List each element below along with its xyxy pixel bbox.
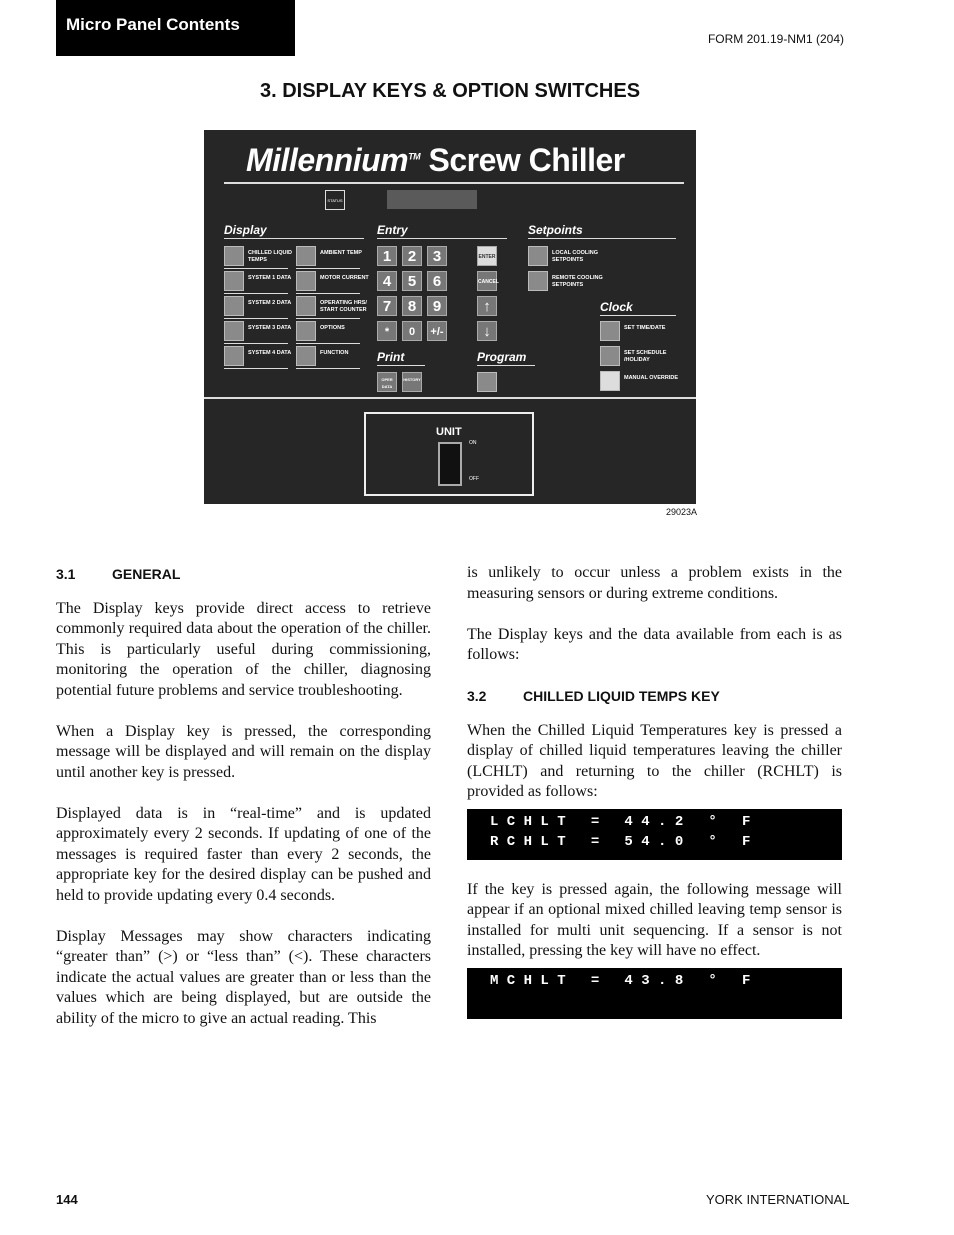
numpad-key: 3 (427, 246, 447, 266)
paragraph: Display Messages may show characters indicating “greater than” (>) or “less than” (<). These characters indicate the actual values are greater than or less than the values which are being displayed, but are outside the ability of the micro to give an actual reading. This (56, 927, 431, 1027)
numpad-key: 6 (427, 271, 447, 291)
section-program: Program (477, 350, 527, 364)
footer-company: YORK INTERNATIONAL (706, 1192, 850, 1207)
paragraph: When a Display key is pressed, the corresponding message will be displayed and will remain on the display until another key is pressed. (56, 722, 431, 781)
clock-key (600, 346, 620, 366)
status-key: STATUS (325, 190, 345, 210)
control-panel-photo (204, 130, 696, 504)
setpoint-key-label: LOCAL COOLING SETPOINTS (552, 250, 599, 263)
display-key (296, 346, 316, 366)
paragraph: is unlikely to occur unless a problem exists in the measuring sensors or during extreme conditions. (467, 564, 842, 602)
numpad-key: 2 (402, 246, 422, 266)
lcd-display-1: L C H L T = 4 4 . 2 ° F R C H L T = 5 4 . 0 ° F (467, 809, 842, 860)
page-number: 144 (56, 1192, 78, 1207)
divider (224, 182, 684, 184)
lcd-display-2: M C H L T = 4 3 . 8 ° F (467, 968, 842, 1019)
display-key (224, 321, 244, 341)
section-setpoints: Setpoints (528, 223, 583, 237)
clock-key (600, 371, 620, 391)
left-column: 3.1 GENERAL The Display keys provide direct access to retrieve commonly required data about the operation of the chiller. This is particularly useful during commissioning, monitoring the operation of the chiller, diagnosing potential future problems and service troubleshooting. When a Display key is pressed, the corresponding message will be displayed and will remain on the display until another key is pressed. Displayed data is in “real-time” and is updated approximately every 2 seconds. If updating of one of the messages is required faster than every 2 seconds, the appropriate key for the desired display can be pushed and held to provide updating every 0.4 seconds. Display Messages may show characters indicating “greater than” (>) or “less than” (<). These characters indicate the actual values are greater than or less than the values which are being displayed, but are outside the ability of the micro to give an actual reading. This (56, 564, 431, 1050)
clock-key (600, 321, 620, 341)
display-key (296, 271, 316, 291)
numpad-key: 0 (402, 321, 422, 341)
display-key (224, 271, 244, 291)
up-arrow-key: ↑ (477, 296, 497, 316)
display-key-label: FUNCTION (320, 350, 349, 356)
display-key-label: MOTOR CURRENT (320, 275, 369, 281)
setpoint-key (528, 271, 548, 291)
section-display: Display (224, 223, 267, 237)
section-entry: Entry (377, 223, 408, 237)
numpad-key: 8 (402, 296, 422, 316)
numpad-key: 1 (377, 246, 397, 266)
right-column: is unlikely to occur unless a problem exists in the measuring sensors or during extreme conditions. The Display keys and the data available from each is as follows: 3.2 CHILLED LIQUID TEMPS KEY When the Chilled Liquid Temperatures key is pressed a display of chilled liquid temperatures leaving the chiller (LCHLT) and returning to the chiller (RCHLT) is provided as follows: L C H L T = 4 4 . 2 ° F R C H L T = 5 4 . 0 ° F If the key is pressed again, the following message will appear if an optional mixed chilled leaving temp sensor is installed for multi unit sequencing. If a sensor is not installed, pressing the key will have no effect. M C H L T = 4 3 . 8 ° F (467, 563, 842, 1039)
clock-key-label: SET TIME/DATE (624, 325, 666, 331)
paragraph: The Display keys provide direct access to retrieve commonly required data about the operation of the chiller. This is particularly useful during commissioning, monitoring the operation of the chiller, diagnosing potential future problems and service troubleshooting. (56, 599, 431, 699)
display-key-label: SYSTEM 3 DATA (248, 325, 292, 331)
numpad-key: 7 (377, 296, 397, 316)
clock-key-label: SET SCHEDULE /HOLIDAY (624, 350, 667, 363)
page-title: 3. DISPLAY KEYS & OPTION SWITCHES (259, 80, 641, 102)
form-number: FORM 201.19-NM1 (204) (707, 32, 844, 46)
display-key (224, 346, 244, 366)
unit-switch (438, 442, 462, 486)
paragraph: When the Chilled Liquid Temperatures key is pressed a display of chilled liquid temperatures leaving the chiller (LCHLT) and returning to the chiller (RCHLT) is provided as follows: (467, 721, 842, 800)
paragraph: The Display keys and the data available from each is as follows: (467, 625, 842, 663)
down-arrow-key: ↓ (477, 321, 497, 341)
numpad-key: 9 (427, 296, 447, 316)
print-key: HISTORY (402, 372, 422, 392)
display-key-label: SYSTEM 4 DATA (248, 350, 292, 356)
display-key-label: OPTIONS (320, 325, 345, 331)
numpad-key: 4 (377, 271, 397, 291)
display-key (296, 246, 316, 266)
display-window (387, 190, 477, 209)
display-key (296, 321, 316, 341)
section-tab: Micro Panel Contents (56, 0, 295, 56)
display-key-label: OPERATING HRS/ START COUNTER (320, 300, 367, 313)
display-key-label: SYSTEM 2 DATA (248, 300, 292, 306)
cancel-key: CANCEL (477, 271, 497, 291)
display-key-label: AMBIENT TEMP (320, 250, 362, 256)
section-print: Print (377, 350, 405, 364)
numpad-key: +/- (427, 321, 447, 341)
figure-id: 29023A (666, 507, 698, 517)
paragraph: If the key is pressed again, the following message will appear if an optional mixed chilled leaving temp sensor is installed for multi unit sequencing. If a sensor is not installed, pressing the key will have no effect. (467, 880, 842, 959)
enter-key: ENTER (477, 246, 497, 266)
program-key (477, 372, 497, 392)
setpoint-key (528, 246, 548, 266)
display-key (224, 296, 244, 316)
numpad-key: 5 (402, 271, 422, 291)
display-key (296, 296, 316, 316)
section-clock: Clock (600, 300, 633, 314)
panel-brand: Millennium™ Screw Chiller (246, 142, 625, 178)
display-key-label: CHILLED LIQUID TEMPS (248, 250, 292, 263)
display-key-label: SYSTEM 1 DATA (248, 275, 292, 281)
display-key (224, 246, 244, 266)
paragraph: Displayed data is in “real-time” and is updated approximately every 2 seconds. If updating of one of the messages is required faster than every 2 seconds, the appropriate key for the desired display can be pushed and held to provide updating every 0.4 seconds. (56, 804, 431, 904)
print-key: OPER DATA (377, 372, 397, 392)
numpad-key: * (377, 321, 397, 341)
clock-key-label: MANUAL OVERRIDE (624, 375, 678, 381)
unit-switch-box: UNIT ON OFF (364, 412, 534, 496)
setpoint-key-label: REMOTE COOLING SETPOINTS (552, 275, 603, 288)
